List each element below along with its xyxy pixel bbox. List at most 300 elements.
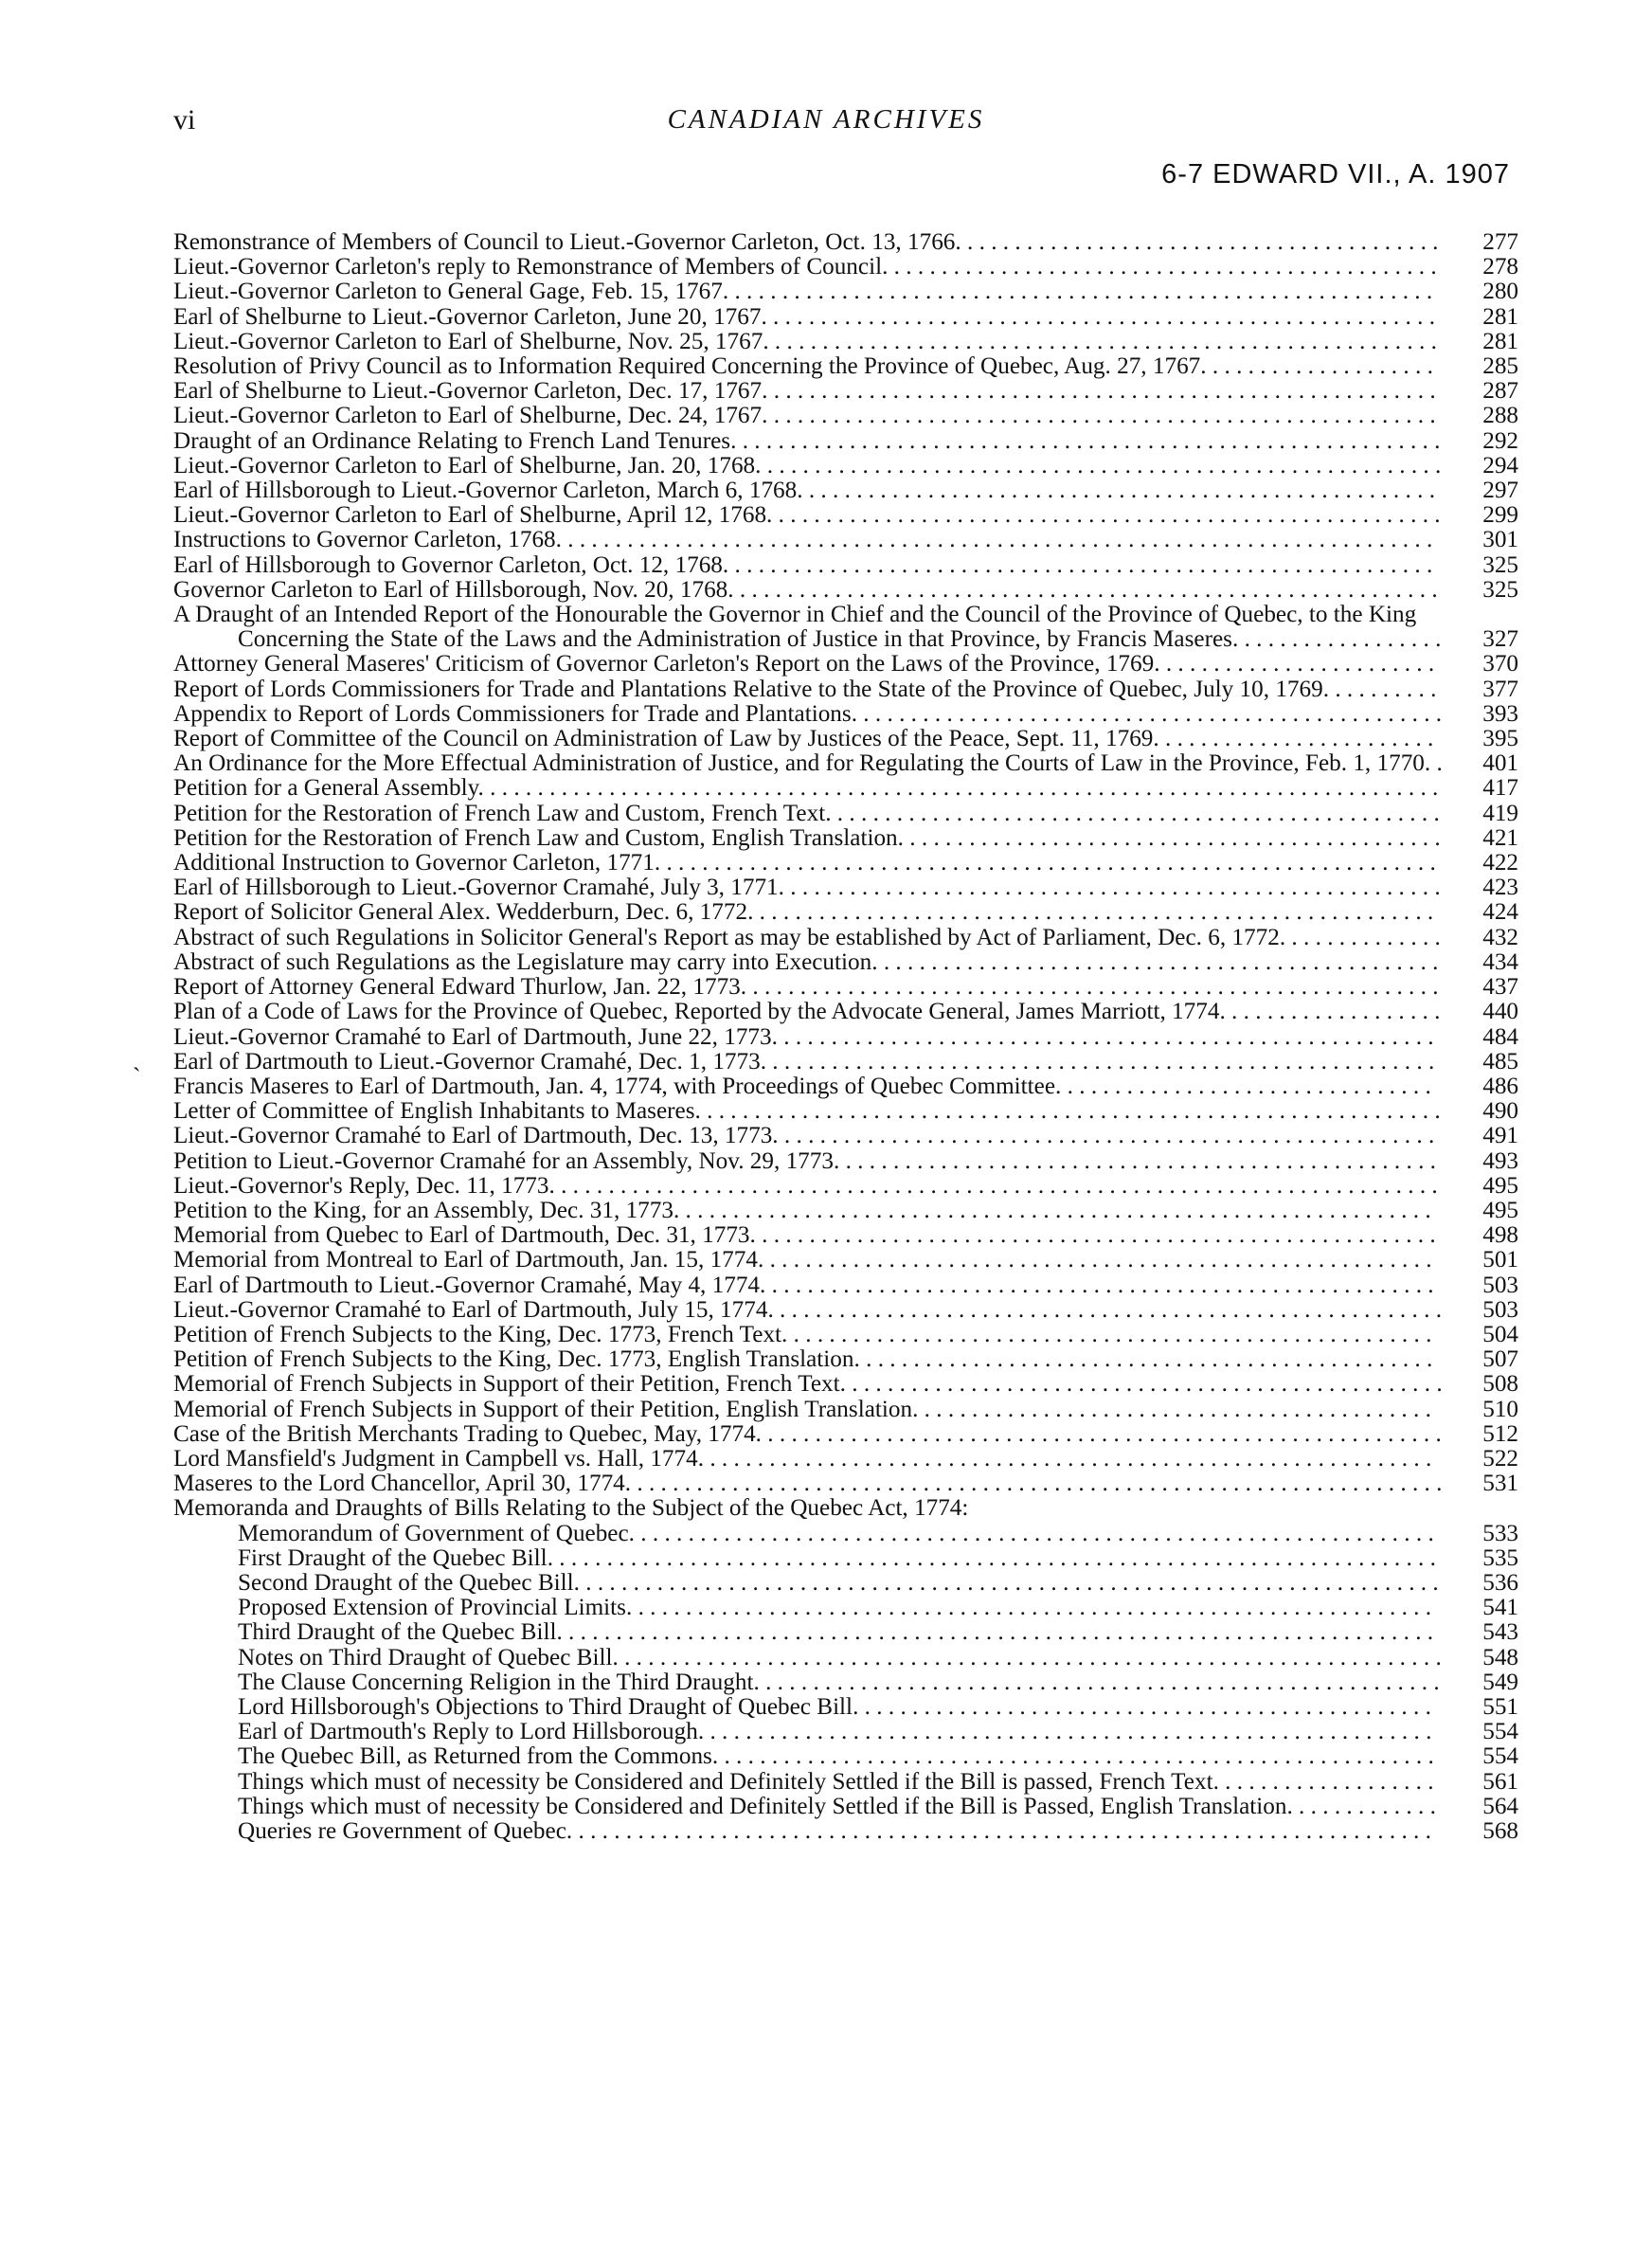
toc-entry-text: Governor Carleton to Earl of Hillsborough, Nov. 20, 1768	[173, 577, 728, 603]
dot-leader: . . . . . . . . . . . . . . . . . . . . . . . . . . . . . . . . . . . . . . . . . . . . . . . . . . . . . . . . . . . . . . . . . . . . . . . . . . .	[548, 1173, 1438, 1199]
toc-page-number: 395	[1482, 726, 1518, 752]
toc-entry	[173, 280, 1518, 304]
toc-entry	[173, 379, 1518, 404]
toc-entry-title	[173, 900, 1443, 925]
dot-leader: . . . . . . . . . . . . . . . . . . . . . . . . . . . . . . . . . . . . . . . . . . . . . . . . . . . . . . . . . . . .	[722, 280, 1433, 305]
toc-entry-text: Petition of French Subjects to the King, Dec. 1773, French Text	[173, 1322, 782, 1347]
toc-page-number: 531	[1482, 1471, 1518, 1497]
dot-leader: . . . . . . . . . . . . . . . . . . . . . . . . . . . . . . . . . . . . . . . . . . . . . . . . . . . . . . . . . . . . . . . . . . . .	[628, 1521, 1434, 1546]
toc-entry	[173, 1223, 1518, 1248]
toc-entry-title	[173, 702, 1443, 727]
toc-entry-text: Earl of Dartmouth's Reply to Lord Hillsborough	[238, 1720, 698, 1745]
toc-entry-text: Report of Lords Commissioners for Trade and Plantations Relative to the State of the Province of Quebec, July 10, 1769	[173, 677, 1323, 702]
dot-leader: . . . . . . . . . . . . . . . . . . . . . . . . . . . . . . . . . . . . . . . . . . . . . . . . . . . . . . . . . .	[749, 1223, 1436, 1249]
toc-entry-title	[173, 1819, 1443, 1844]
toc-entry	[173, 1124, 1518, 1148]
toc-entry-title	[173, 553, 1443, 578]
dot-leader: . . . . . . . . . . . . . . . . . . . . . . . . . . . . . . . . . . . . . . . . . . . . . . . . . . . . . . . . . . . . .	[711, 1744, 1434, 1770]
toc-page-number: 508	[1482, 1371, 1518, 1398]
toc-entry-text: Petition for a General Assembly	[173, 776, 478, 802]
toc-entry	[173, 900, 1518, 925]
dot-leader: . . . . . . . . . . . . . . . . . . . . . . . . . . . . . . . . . . . . . . . . . . . . . . . . .	[853, 1694, 1431, 1720]
toc-entry-text: Draught of an Ordinance Relating to French Land Tenures	[173, 428, 731, 454]
toc-page-number: 301	[1482, 527, 1518, 553]
toc-page-number: 377	[1482, 676, 1518, 702]
toc-entry-title	[173, 1372, 1443, 1397]
toc-page-number: 280	[1482, 279, 1518, 305]
toc-entry-text: Earl of Hillsborough to Lieut.-Governor Carleton, March 6, 1768	[173, 478, 798, 504]
dot-leader: . . . . . . . . . . . . . . . . . . . . . . . . . . . . . . . . . . . . . . . . . . . . . . . . . . . . . . . . .	[766, 503, 1441, 529]
toc-entry	[173, 578, 1518, 603]
toc-entry	[173, 354, 1518, 379]
toc-entry-text: Abstract of such Regulations in Solicitor General's Report as may be established by Act of Parliament, Dec. 6, 1772	[173, 925, 1280, 950]
toc-entry-title	[173, 1199, 1443, 1223]
toc-entry	[173, 1074, 1518, 1099]
toc-entry-text: First Draught of the Quebec Bill	[238, 1545, 548, 1571]
dot-leader: . . . . . . . . . . . . . . . . . . . . . . . . . . . . . . . . . . . . . . . . . . . . . . . . . . . . . . . . .	[763, 329, 1437, 354]
toc-page-number: 422	[1482, 850, 1518, 876]
toc-entry-title	[173, 429, 1443, 454]
dot-leader: . . . . . . . . . . . . . . . . . . . . . . . . . . . . . . . . . . . . . . . . . . . . . . . . . . . . . . . . . .	[747, 900, 1434, 926]
toc-entry	[173, 503, 1518, 528]
toc-entry-text: Things which must of necessity be Considered and Definitely Settled if the Bill is passed, French Text	[238, 1769, 1213, 1795]
toc-page-number: 288	[1482, 403, 1518, 429]
toc-page-number: 484	[1482, 1023, 1518, 1050]
dot-leader: . . . . . . . . . . . . . . . . . . .	[1219, 1000, 1441, 1025]
toc-entry-title	[173, 1174, 1443, 1199]
toc-entry	[173, 776, 1518, 801]
dot-leader: . . . . . . . . . . . . . . . . . . . . . . . . . . . . . . . . . . . . . . . . . . . . . . . . . . . . . . . .	[772, 1124, 1435, 1149]
toc-page-number: 503	[1482, 1272, 1518, 1298]
toc-entry	[173, 1522, 1518, 1546]
toc-page-number: 401	[1482, 750, 1518, 777]
toc-entry-title	[173, 727, 1443, 751]
dot-leader: . . . . . . . . . . . . . . . . . . . . . . . .	[1154, 652, 1435, 677]
toc-entry	[173, 1000, 1518, 1024]
toc-page-number: 561	[1482, 1768, 1518, 1795]
toc-entry-text: Lieut.-Governor Cramahé to Earl of Dartmouth, July 15, 1774	[173, 1297, 768, 1323]
toc-entry-title	[173, 603, 1443, 652]
dot-leader: . . . . . . . . . . . . . . . . . . . . . . . . . . . . . . . . . . . . . . . . . . . . . . . . . . . .	[825, 801, 1440, 826]
toc-entry	[173, 528, 1518, 552]
toc-page-number: 549	[1482, 1669, 1518, 1695]
toc-entry-text: Queries re Government of Quebec	[238, 1819, 566, 1844]
dot-leader: . . . . . . . . . . . . . . . . . . . . . . . . . . . . . . . . . . . . . . . . . . . . . . . . . . . . . . . . . . . . . .	[697, 1446, 1432, 1472]
toc-page-number: 554	[1482, 1719, 1518, 1745]
toc-entry-text: A Draught of an Intended Report of the Honourable the Governor in Chief and the Council of the Province of Quebec, to the King Concerning the State of the Laws and the Administration of Justice in that Province, by Francis Maseres	[173, 603, 1417, 653]
dot-leader: . . . . . . . . . . . . . . . . . . . . . . . . . . . . . . . . . . . . . . . . . . . . . . . . . . . . . . . . . . . . . . . . . . . . . . . . . . . . . . . . .	[477, 776, 1439, 802]
toc-page-number: 543	[1482, 1619, 1518, 1646]
dot-leader: . . . . . . . . . . . . . . . . . . . .	[1200, 354, 1433, 380]
toc-entry-text: Memorial of French Subjects in Support of their Petition, English Translation	[173, 1397, 913, 1422]
toc-entry-text: Memoranda and Draughts of Bills Relating to the Subject of the Quebec Act, 1774:	[173, 1496, 969, 1522]
toc-entry	[173, 1770, 1518, 1795]
toc-entry	[173, 1398, 1518, 1422]
toc-page-number: 299	[1482, 502, 1518, 529]
dot-leader: . . . . . . . . . . . . . . . . . . . . . . . . . . . . . . . . . . . . . . . . . . . . . . . . . . . . . . . . . . . . . . . . . . . . . . . . .	[573, 1570, 1439, 1596]
toc-entry-title	[173, 876, 1443, 900]
toc-entry-title	[173, 975, 1443, 1000]
toc-page-number: 495	[1482, 1197, 1518, 1223]
toc-entry-title	[173, 1472, 1443, 1496]
toc-entry	[173, 1695, 1518, 1720]
toc-page-number: 490	[1482, 1098, 1518, 1125]
toc-entry-title	[173, 230, 1443, 255]
toc-entry	[173, 876, 1518, 900]
toc-entry	[173, 454, 1518, 478]
dot-leader: . . . . . . . . . . . . . . . . . . . . . . . . . . . . . . . . . . . . . . . . . . . .	[912, 1397, 1431, 1422]
toc-entry	[173, 1472, 1518, 1496]
toc-page-number: 325	[1482, 576, 1518, 603]
toc-entry	[173, 1323, 1518, 1347]
toc-entry-title	[173, 578, 1443, 603]
toc-entry-title	[173, 751, 1443, 776]
toc-entry	[173, 478, 1518, 503]
toc-page-number: 294	[1482, 452, 1518, 478]
dot-leader: . . . . . . . . . . . . . . . . . . . . . . . . . . . . . . . . . . . . . . . . . . . . . . . . . .	[851, 701, 1443, 727]
toc-entry-title	[173, 776, 1443, 801]
margin-mark: ˴	[133, 1052, 141, 1079]
toc-entry-title	[173, 1720, 1443, 1744]
toc-entry-title	[173, 1447, 1443, 1472]
toc-entry	[173, 1372, 1518, 1397]
dot-leader: . . . . . . . . . . . . . . . . . . . . . . . . . . . . . . . . . . . . . . . . . . . . . . .	[882, 255, 1437, 280]
toc-entry-title	[173, 1124, 1443, 1148]
toc-entry-text: Appendix to Report of Lords Commissioners for Trade and Plantations	[173, 701, 852, 727]
toc-page-number: 535	[1482, 1544, 1518, 1571]
toc-entry-text: Memorial of French Subjects in Support of their Petition, French Text	[173, 1372, 840, 1398]
toc-entry	[173, 677, 1518, 702]
toc-entry-title	[173, 1248, 1443, 1273]
toc-entry-title	[173, 1496, 1443, 1521]
toc-entry-text: Petition of French Subjects to the King, Dec. 1773, English Translation	[173, 1347, 854, 1373]
toc-page-number: 503	[1482, 1296, 1518, 1323]
dot-leader: . . . . . . . . . . . . . . . . . .	[1231, 626, 1442, 653]
toc-entry-text: Remonstrance of Members of Council to Lieut.-Governor Carleton, Oct. 13, 1766	[173, 230, 956, 255]
toc-entry	[173, 1298, 1518, 1323]
toc-entry-title	[173, 1695, 1443, 1720]
toc-entry-title	[173, 826, 1443, 851]
dot-leader: . . . . . . . . . . . . . . . . . . . . . . . . . . . . . . . . . . . . . . . . . . . . . . . . . . . . . . . . .	[761, 304, 1435, 330]
toc-entry-text: Memorial from Montreal to Earl of Dartmouth, Jan. 15, 1774	[173, 1248, 758, 1273]
toc-page-number: 554	[1482, 1743, 1518, 1770]
toc-page-number: 485	[1482, 1048, 1518, 1074]
toc-entry-text: Earl of Hillsborough to Governor Carleton, Oct. 12, 1768	[173, 552, 723, 578]
toc-entry-title	[173, 404, 1443, 428]
dot-leader: . . . . . . . . . . . . . . . . . . . . . . . . . . . . . . . . . . . . . . . . . . . . . . . . . . . . . . . . .	[757, 1248, 1432, 1273]
toc-entry-text: Memorandum of Government of Quebec	[238, 1521, 629, 1546]
toc-entry-title	[173, 1050, 1443, 1074]
toc-entry-text: Lieut.-Governor Carleton's reply to Remonstrance of Members of Council	[173, 255, 883, 280]
toc-entry-text: Third Draught of the Quebec Bill	[238, 1620, 557, 1646]
dot-leader: . . . . . . . . . . . . . . . . . . . . . . . . . . . . . . . . . . . . . . . . . . . . . . . . . . . . . . . . . . . .	[730, 428, 1441, 454]
toc-entry	[173, 926, 1518, 950]
toc-entry-text: Resolution of Privy Council as to Information Required Concerning the Province of Quebec, Aug. 27, 1767	[173, 354, 1201, 380]
toc-entry-title	[173, 1646, 1443, 1670]
dot-leader: . . . . . . . . . . . . . . . . . . .	[1212, 1769, 1434, 1795]
dot-leader: . . . . . . . . . . . . . .	[1279, 925, 1441, 950]
toc-entry	[173, 1496, 1518, 1521]
toc-page-number: 287	[1482, 378, 1518, 405]
toc-entry	[173, 851, 1518, 876]
dot-leader: . . . . . . . . . . . . . . . . . . . . . . . . . . . . . . . . . . . . . . . . . . . . . . . . . . . . . . . . . . . . . . . .	[673, 1198, 1431, 1223]
dot-leader: . . . . . . . . . . . . . . . . . . . . . . . . . . . . . . . . . . . . . . . . . . . . . . . . . . . . . . . . . . .	[740, 975, 1439, 1001]
dot-leader: . . . . . . . . . .	[1322, 677, 1437, 702]
toc-entry-text: Maseres to the Lord Chancellor, April 30, 1774	[173, 1472, 625, 1497]
toc-entry-text: Lieut.-Governor Carleton to Earl of Shelburne, Nov. 25, 1767	[173, 329, 763, 354]
toc-entry	[173, 1819, 1518, 1844]
toc-page-number: 522	[1482, 1445, 1518, 1472]
toc-entry-text: Report of Solicitor General Alex. Wedderburn, Dec. 6, 1772	[173, 900, 748, 926]
toc-page-number: 491	[1482, 1123, 1518, 1149]
dot-leader: . . . . . . . . . . . . . . . . . . . . . . . . . . . . . . . . . . . . . . . . . . . . . . . . . . . . . . . .	[778, 876, 1441, 901]
toc-entry-title	[173, 454, 1443, 478]
toc-entry	[173, 1347, 1518, 1372]
toc-entry-title	[173, 354, 1443, 379]
toc-entry-text: Case of the British Merchants Trading to Quebec, May, 1774	[173, 1421, 756, 1447]
toc-page-number: 434	[1482, 948, 1518, 975]
toc-page-number: 419	[1482, 800, 1518, 826]
toc-entry-text: Francis Maseres to Earl of Dartmouth, Jan. 4, 1774, with Proceedings of Quebec Committee	[173, 1074, 1056, 1099]
toc-entry	[173, 1273, 1518, 1298]
dot-leader: . . . . . . . . . . . . . . . . . . . . . . . . . . . . . . . . . . . . . . . . . . . . . . . . . . . . . . . . .	[767, 1297, 1442, 1323]
dot-leader: . . . . . . . . . . . . . . . . . . . . . . . . . . . . . . . . . . . . . . . . . . . . . . . . . . . . . . . . . . . . . . . . . . . . . . . . .	[566, 1819, 1431, 1844]
toc-entry	[173, 1670, 1518, 1695]
toc-page-number: 297	[1482, 478, 1518, 504]
toc-entry-title	[173, 305, 1443, 330]
toc-entry-text: Earl of Shelburne to Lieut.-Governor Carleton, June 20, 1767	[173, 304, 762, 330]
dot-leader: . . . . . . . . . . . . . . . . . . . . . . . . . . . . . . . . . . . . . . . . . . . . . . . . . . . . . . . . . . . . . . . . . .	[654, 851, 1436, 876]
toc-entry	[173, 1596, 1518, 1620]
toc-entry-title	[173, 1670, 1443, 1695]
toc-entry-text: Second Draught of the Quebec Bill	[238, 1570, 574, 1596]
toc-page-number: 393	[1482, 700, 1518, 727]
toc-page-number: 278	[1482, 254, 1518, 280]
dot-leader: . . . . . . . . . . . . . . . . . . . . . . . . . . . . . . . . . . . . . . . . . . . . . . . . . . . . . . . . . . . . . . . . . . . . . .	[612, 1645, 1442, 1670]
toc-entry	[173, 603, 1518, 652]
toc-entry-text: The Quebec Bill, as Returned from the Commons	[238, 1744, 712, 1770]
toc-entry-text: Things which must of necessity be Considered and Definitely Settled if the Bill is Passed, English Translation	[238, 1794, 1287, 1819]
toc-entry-title	[173, 478, 1443, 503]
toc-entry-text: Earl of Shelburne to Lieut.-Governor Carleton, Dec. 17, 1767	[173, 379, 763, 405]
toc-page-number: 423	[1482, 875, 1518, 901]
dot-leader: . . . . . . . . . . . . . . . . . . . . . . . . . . . . . . . . . . . . . . . . . . . . . .	[897, 825, 1441, 851]
toc-entry-title	[173, 1298, 1443, 1323]
toc-entry-text: Lieut.-Governor Carleton to General Gage, Feb. 15, 1767	[173, 280, 723, 305]
toc-entry-title	[173, 280, 1443, 304]
toc-entry	[173, 1447, 1518, 1472]
dot-leader: . . . . . . . . . . . . . . . . . . . . . . . . . . . . . . . . . . . . . . . . . . . . . . . . . . . . . . . . . .	[755, 1421, 1442, 1447]
toc-entry-title	[173, 1546, 1443, 1571]
toc-entry	[173, 429, 1518, 454]
toc-page-number: 536	[1482, 1569, 1518, 1596]
toc-entry-text: Petition to Lieut.-Governor Cramahé for an Assembly, Nov. 29, 1773	[173, 1148, 834, 1174]
dot-leader: . . . . . . . . . . . . . . . . . . . . . . . . . . . . . . . .	[1055, 1074, 1431, 1099]
toc-entry	[173, 975, 1518, 1000]
toc-entry	[173, 230, 1518, 255]
toc-entry-text: Letter of Committee of English Inhabitants to Maseres	[173, 1099, 695, 1125]
toc-entry	[173, 702, 1518, 727]
dot-leader: . . . . . . . . . . . . . . . . . . . . . . . . . . . . . . . . . . . . . . . . . . . . . . . . . . . . . . . . . . . .	[727, 577, 1438, 603]
toc-entry-title	[173, 950, 1443, 975]
toc-entry-title	[173, 379, 1443, 404]
toc-entry-text: Notes on Third Draught of Quebec Bill	[238, 1645, 613, 1670]
toc-entry	[173, 1620, 1518, 1645]
running-title: CANADIAN ARCHIVES	[667, 104, 985, 135]
toc-page-number: 432	[1482, 924, 1518, 950]
toc-entry-title	[173, 1223, 1443, 1248]
toc-entry-text: Instructions to Governor Carleton, 1768	[173, 528, 556, 553]
dot-leader: . . . . . . . . . . . . . . . . . . . . . . . . . . . . . . . . . . . . . . . . . . . . . . . . . . . . . . . . . . . . . . . . . . . . . . . . . .	[556, 1620, 1434, 1646]
dot-leader: . . . . . . . . . . . . . . . . . . . . . . . . . . . . . . . . . . . . . . . . . . . . . . . . . . . . . . . . . . . . . . . . . . . . .	[624, 1472, 1443, 1497]
page-number: vi	[173, 104, 196, 135]
toc-page-number: 281	[1482, 303, 1518, 330]
toc-page-number: 440	[1482, 999, 1518, 1025]
toc-entry-text: Abstract of such Regulations as the Legislature may carry into Execution	[173, 949, 872, 975]
toc-entry-title	[173, 1398, 1443, 1422]
toc-entry	[173, 330, 1518, 354]
toc-entry-title	[173, 1596, 1443, 1620]
toc-entry-text: Lieut.-Governor Carleton to Earl of Shelburne, Dec. 24, 1767	[173, 404, 763, 429]
toc-entry	[173, 802, 1518, 826]
dot-leader: . . . . . . . . . . . . . . . . . . . . . . . .	[1153, 727, 1434, 752]
dot-leader: . . . . . . . . . . . . . . . . . . . . . . . . . . . . . . . . . . . . . . . . . . . . . . . . . . .	[839, 1372, 1443, 1398]
toc-page-number: 507	[1482, 1346, 1518, 1373]
dot-leader: . . . . . . . . . . . . . . . . . . . . . . . . . . . . . . . . . . . . . . . . . . . . . . . . . . . . . .	[797, 478, 1435, 504]
toc-page-number: 498	[1482, 1222, 1518, 1249]
toc-entry-title	[173, 503, 1443, 528]
toc-entry-text: Memorial from Quebec to Earl of Dartmouth, Dec. 31, 1773	[173, 1223, 750, 1249]
toc-entry-title	[173, 802, 1443, 826]
toc-entry-text: Lord Hillsborough's Objections to Third Draught of Quebec Bill	[238, 1694, 853, 1720]
toc-entry	[173, 1795, 1518, 1819]
toc-page-number: 512	[1482, 1420, 1518, 1447]
toc-entry	[173, 1720, 1518, 1744]
toc-entry-text: Additional Instruction to Governor Carleton, 1771	[173, 851, 655, 876]
toc-entry-title	[173, 652, 1443, 677]
dot-leader: . . . . . . . . . . . . . . . . . . . . . . . . . . . . . . . . . . . . . . . . . . . . . . . . . . . . . . . . . . . . . .	[697, 1720, 1432, 1745]
toc-entry-title	[173, 677, 1443, 702]
toc-entry-title	[173, 851, 1443, 876]
toc-entry-text: Petition to the King, for an Assembly, Dec. 31, 1773	[173, 1198, 673, 1223]
toc-page-number: 510	[1482, 1396, 1518, 1422]
toc-entry-title	[173, 1025, 1443, 1050]
toc-entry	[173, 727, 1518, 751]
toc-entry-text: The Clause Concerning Religion in the Third Draught	[238, 1670, 754, 1695]
toc-page-number: 325	[1482, 551, 1518, 578]
toc-entry-title	[173, 1074, 1443, 1099]
toc-entry	[173, 1199, 1518, 1223]
dot-leader: . . . . . . . . . . . . . . . . . . . . . . . . . . . . . . . . . . . . . . . . . . . . . . . . . . . . . . . . .	[760, 1049, 1435, 1074]
toc-entry-title	[173, 528, 1443, 552]
dot-leader: . . . . . . . . . . . . . . . . . . . . . . . . . . . . . . . . . . . . . . . . . . . . . . . . . . . . . . . . . . . . . . . . . . . .	[625, 1596, 1432, 1621]
toc-entry-text: Proposed Extension of Provincial Limits	[238, 1596, 626, 1621]
toc-page-number: 437	[1482, 974, 1518, 1001]
toc-page-number: 568	[1482, 1818, 1518, 1844]
dot-leader: . . . . . . . . . . . . . . . . . . . . . . . . . . . . . . . . . . . . . . . . . . . . . . . . . . . . . . . . . . . . . . . . . . . . . . . . . .	[555, 528, 1433, 553]
toc-page-number: 504	[1482, 1321, 1518, 1347]
toc-page-number: 292	[1482, 427, 1518, 454]
toc-entry-title	[173, 1522, 1443, 1546]
toc-entry	[173, 1050, 1518, 1074]
toc-page-number: 281	[1482, 328, 1518, 354]
toc-page-number: 541	[1482, 1595, 1518, 1621]
toc-entry	[173, 950, 1518, 975]
toc-entry-text: Lieut.-Governor Cramahé to Earl of Dartmouth, Dec. 13, 1773	[173, 1124, 773, 1149]
toc-entry	[173, 652, 1518, 677]
table-of-contents	[173, 230, 1518, 1844]
dot-leader: . . . . . . . . . . . . . . . . . . . . . . . . . . . . . . . . . . . . . . . . . . . . . . . . . . . . . . . . . .	[755, 453, 1442, 478]
toc-entry-text: An Ordinance for the More Effectual Administration of Justice, and for Regulating the Courts of Law in the Province, Feb. 1, 1770	[173, 751, 1425, 777]
dot-leader: . . . . . . . . . . . . . . . . . . . . . . . . . . . . . . . . . . . . . . . . . . . . . . . . . . . . . . . . . . . .	[722, 552, 1433, 578]
dot-leader: . . . . . . . . . . . . . . . . . . . . . . . . . . . . . . . . . . . . . . . . . . . . . . . . . . . . . . .	[781, 1322, 1432, 1347]
toc-entry-text: Lieut.-Governor Carleton to Earl of Shelburne, Jan. 20, 1768	[173, 453, 756, 478]
dot-leader: . . . . . . . . . . . . . . . . . . . . . . . . . . . . . . . . . . . . . . . . . . . . . . . . . . . . . . . . . .	[753, 1670, 1440, 1695]
toc-entry	[173, 1546, 1518, 1571]
toc-entry-text: Report of Committee of the Council on Administration of Law by Justices of the Peace, Sept. 11, 1769	[173, 727, 1154, 752]
toc-entry	[173, 305, 1518, 330]
toc-entry-title	[173, 1099, 1443, 1124]
toc-entry-text: Lieut.-Governor's Reply, Dec. 11, 1773	[173, 1173, 549, 1199]
toc-entry-title	[173, 1795, 1443, 1819]
dot-leader: . . . . . . . . . . . . . . . . . . . . . . . . . . . . . . . . . . . . . . . . . . . . . . . . . . . . . . . . .	[760, 1273, 1434, 1298]
toc-entry-text: Attorney General Maseres' Criticism of Governor Carleton's Report on the Laws of the Province, 1769	[173, 652, 1155, 677]
toc-page-number: 564	[1482, 1793, 1518, 1819]
toc-entry	[173, 1646, 1518, 1670]
toc-page-number: 424	[1482, 899, 1518, 926]
toc-page-number: 285	[1482, 353, 1518, 380]
dot-leader: . . . . . . . . . . . . . . . . . . . . . . . . . . . . . . . . . . . . . . . . . . . . . . . . . . . . . . . . .	[762, 404, 1436, 429]
toc-entry	[173, 1248, 1518, 1273]
toc-entry-title	[173, 1770, 1443, 1795]
toc-page-number: 417	[1482, 775, 1518, 802]
toc-page-number: 493	[1482, 1147, 1518, 1174]
toc-page-number: 501	[1482, 1247, 1518, 1273]
toc-entry	[173, 1571, 1518, 1596]
dot-leader: . .	[1424, 751, 1443, 777]
toc-entry-title	[173, 1422, 1443, 1447]
toc-entry	[173, 553, 1518, 578]
toc-entry-text: Petition for the Restoration of French Law and Custom, English Translation	[173, 825, 898, 851]
toc-entry	[173, 1744, 1518, 1769]
toc-entry-text: Plan of a Code of Laws for the Province of Quebec, Reported by the Advocate General, James Marriott, 1774	[173, 1000, 1220, 1025]
toc-entry-title	[173, 1273, 1443, 1298]
toc-entry-text: Earl of Hillsborough to Lieut.-Governor Cramahé, July 3, 1771	[173, 876, 779, 901]
dot-leader: . . . . . . . . . . . . . . . . . . . . . . . . . . . . . . . . . . . . . . . . .	[955, 230, 1439, 255]
dot-leader: . . . . . . . . . . . . . . . . . . . . . . . . . . . . . . . . . . . . . . . . . . . . . . . . . . . . . . . . .	[762, 379, 1436, 405]
toc-entry-title	[173, 1620, 1443, 1645]
toc-entry-title	[173, 330, 1443, 354]
toc-entry-text: Lord Mansfield's Judgment in Campbell vs. Hall, 1774	[173, 1446, 698, 1472]
toc-page-number: 548	[1482, 1644, 1518, 1670]
toc-entry	[173, 1422, 1518, 1447]
toc-entry-title	[173, 1571, 1443, 1596]
toc-entry-title	[173, 926, 1443, 950]
toc-entry-title	[173, 1323, 1443, 1347]
toc-entry-text: Report of Attorney General Edward Thurlow, Jan. 22, 1773	[173, 975, 741, 1001]
dot-leader: . . . . . . . . . . . . .	[1286, 1794, 1436, 1819]
toc-entry-title	[173, 1149, 1443, 1174]
toc-entry-text: Lieut.-Governor Cramahé to Earl of Dartmouth, June 22, 1773	[173, 1024, 772, 1050]
toc-entry-text: Earl of Dartmouth to Lieut.-Governor Cramahé, May 4, 1774	[173, 1273, 761, 1298]
toc-entry-title	[173, 1000, 1443, 1024]
toc-entry	[173, 751, 1518, 776]
toc-page-number: 277	[1482, 229, 1518, 255]
toc-page-number: 533	[1482, 1520, 1518, 1546]
toc-entry-title	[173, 1347, 1443, 1372]
dot-leader: . . . . . . . . . . . . . . . . . . . . . . . . . . . . . . . . . . . . . . . . . . . . . . . .	[871, 949, 1439, 975]
toc-page-number: 551	[1482, 1693, 1518, 1720]
